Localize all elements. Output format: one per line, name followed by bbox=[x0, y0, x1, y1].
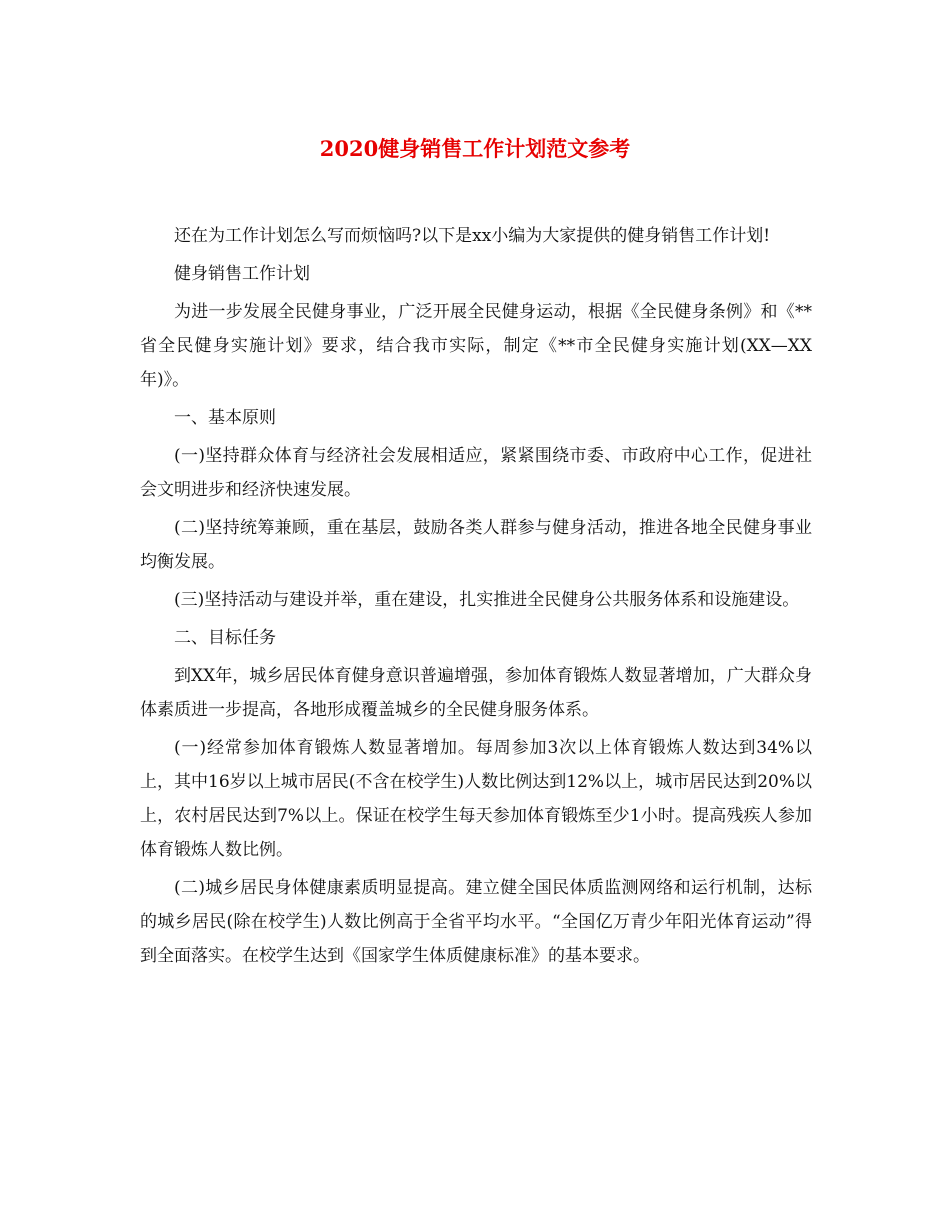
goal-paragraph-1: (一)经常参加体育锻炼人数显著增加。每周参加3次以上体育锻炼人数达到34%以上，其中16岁以上城市居民(不含在校学生)人数比例达到12%以上，城市居民达到20%以上，农村居民达到7%以上。保证在校学生每天参加体育锻炼至少1小时。提高残疾人参加体育锻炼人数比例。 bbox=[140, 738, 812, 860]
section-heading-principles: 一、基本原则 bbox=[174, 408, 276, 428]
purpose-paragraph: 为进一步发展全民健身事业，广泛开展全民健身运动，根据《全民健身条例》和《**省全民健身实施计划》要求，结合我市实际，制定《**市全民健身实施计划(XX—XX年)》。 bbox=[140, 302, 812, 390]
document-body bbox=[140, 219, 812, 977]
intro-paragraph: 还在为工作计划怎么写而烦恼吗?以下是xx小编为大家提供的健身销售工作计划! bbox=[174, 226, 771, 246]
plan-heading: 健身销售工作计划 bbox=[174, 264, 310, 284]
document-title: 2020健身销售工作计划范文参考 bbox=[319, 136, 631, 161]
principle-paragraph-2: (二)坚持统筹兼顾，重在基层，鼓励各类人群参与健身活动，推进各地全民健身事业均衡发展。 bbox=[140, 518, 812, 572]
principle-paragraph-3: (三)坚持活动与建设并举，重在建设，扎实推进全民健身公共服务体系和设施建设。 bbox=[174, 590, 800, 610]
section-heading-goals: 二、目标任务 bbox=[174, 628, 276, 648]
principle-paragraph-1: (一)坚持群众体育与经济社会发展相适应，紧紧围绕市委、市政府中心工作，促进社会文明进步和经济快速发展。 bbox=[140, 446, 812, 500]
goal-paragraph-2: (二)城乡居民身体健康素质明显提高。建立健全国民体质监测网络和运行机制，达标的城乡居民(除在校学生)人数比例高于全省平均水平。“全国亿万青少年阳光体育运动”得到全面落实。在校学生达到《国家学生体质健康标准》的基本要求。 bbox=[140, 878, 812, 966]
goals-paragraph: 到XX年，城乡居民体育健身意识普遍增强，参加体育锻炼人数显著增加，广大群众身体素质进一步提高，各地形成覆盖城乡的全民健身服务体系。 bbox=[140, 666, 812, 720]
